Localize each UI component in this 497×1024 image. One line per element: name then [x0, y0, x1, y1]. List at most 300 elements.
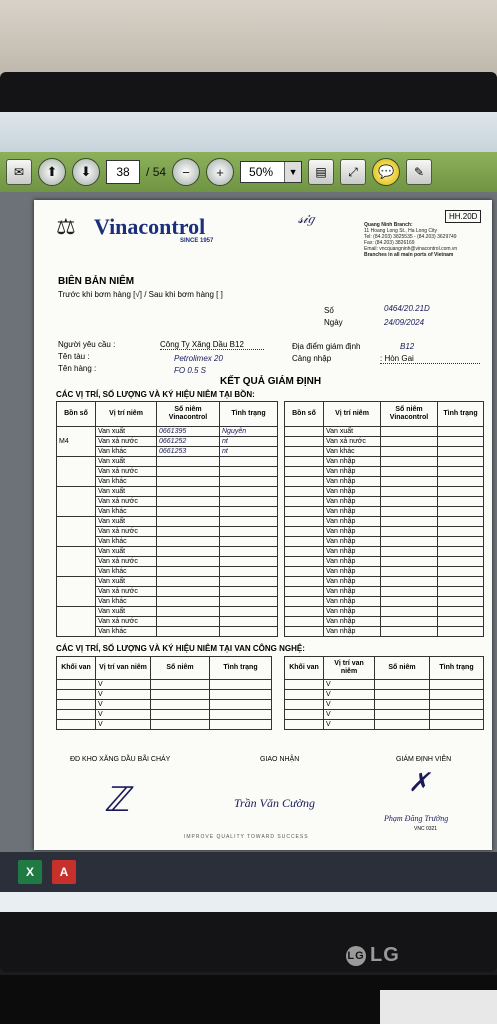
signature-mid: Trần Văn Cường	[234, 796, 315, 810]
seal-number	[157, 627, 220, 637]
seal-number	[381, 607, 438, 617]
valve-block	[285, 700, 324, 710]
valve-position: Van nhập	[324, 537, 381, 547]
seal-status	[220, 467, 278, 477]
valve-position: Van xuất	[96, 487, 157, 497]
fit-width-icon[interactable]: ⤢	[340, 159, 366, 185]
table-row	[57, 710, 272, 720]
seal-number	[157, 457, 220, 467]
seal-number	[375, 680, 430, 690]
seal-status	[438, 577, 484, 587]
valve-block	[285, 720, 324, 730]
valve-position: Van nhập	[324, 497, 381, 507]
table-row	[285, 607, 484, 617]
table-row	[285, 587, 484, 597]
seal-status	[438, 587, 484, 597]
so-value: 0464/20.21D	[384, 304, 430, 313]
table-row	[57, 517, 278, 527]
seal-status	[220, 497, 278, 507]
page-total: / 54	[146, 165, 167, 179]
zoom-in-button[interactable]: +	[206, 158, 234, 186]
table-row	[285, 597, 484, 607]
seal-status	[438, 617, 484, 627]
valve-position: Van xuất	[96, 517, 157, 527]
seal-status	[430, 680, 484, 690]
valve-position: Van xả nước	[96, 527, 157, 537]
seal-status	[220, 557, 278, 567]
seal-status	[438, 517, 484, 527]
table-row	[57, 457, 278, 467]
table-row	[285, 690, 484, 700]
seal-status	[210, 680, 272, 690]
zoom-out-button[interactable]: −	[172, 158, 200, 186]
seal-status: Nguyên	[220, 427, 278, 437]
form-code: HH.20D	[445, 210, 481, 223]
col-soniem: Số niêm Vinacontrol	[157, 402, 220, 427]
valve-position: Van xuất	[96, 607, 157, 617]
table-row	[285, 447, 484, 457]
seal-number	[381, 437, 438, 447]
table-row	[285, 507, 484, 517]
requester-value: Công Ty Xăng Dầu B12	[160, 340, 264, 350]
port-label: Cảng nhập	[292, 354, 332, 363]
seal-status	[220, 507, 278, 517]
seal-number	[151, 720, 210, 730]
seal-status	[438, 627, 484, 637]
valve-position: V	[96, 690, 151, 700]
seal-number	[157, 547, 220, 557]
seal-status	[430, 720, 484, 730]
tank-number	[285, 537, 324, 547]
seal-number	[381, 587, 438, 597]
seal-number	[381, 577, 438, 587]
seal-number	[381, 537, 438, 547]
seal-number	[151, 680, 210, 690]
table-row	[285, 627, 484, 637]
tank-table-right	[284, 401, 484, 637]
excel-icon[interactable]: X	[18, 860, 42, 884]
table-row	[57, 577, 278, 587]
valve-block	[285, 680, 324, 690]
lg-logo: LG LG	[347, 944, 400, 966]
company-motto: IMPROVE QUALITY TOWARD SUCCESS	[184, 834, 309, 840]
table-row	[285, 537, 484, 547]
col-tinhtrang: Tình trạng	[220, 402, 278, 427]
seal-status	[438, 567, 484, 577]
seal-number	[157, 517, 220, 527]
tank-number	[285, 567, 324, 577]
valve-position: Van nhập	[324, 517, 381, 527]
seal-number	[157, 537, 220, 547]
sign-right-label: GIÁM ĐỊNH VIÊN	[396, 756, 452, 763]
sign-icon[interactable]: ✎	[406, 159, 432, 185]
seal-status	[220, 597, 278, 607]
zoom-select[interactable]	[240, 161, 302, 183]
seal-number	[381, 497, 438, 507]
seal-status	[210, 720, 272, 730]
tank-number	[57, 517, 96, 547]
signature-right-mark: ✗	[408, 768, 430, 797]
valve-position: V	[96, 710, 151, 720]
seal-status	[430, 700, 484, 710]
table-row	[285, 467, 484, 477]
seal-status	[220, 477, 278, 487]
tank-number	[285, 577, 324, 587]
pdf-toolbar	[0, 152, 497, 192]
doc-title: BIÊN BẢN NIÊM	[58, 276, 135, 287]
valve-position: Van xuất	[96, 577, 157, 587]
valve-position: Van xuất	[96, 457, 157, 467]
zoom-value: 50%	[249, 165, 274, 179]
seal-status	[438, 507, 484, 517]
seal-number	[375, 720, 430, 730]
seal-number	[157, 567, 220, 577]
valve-block	[57, 720, 96, 730]
seal-status	[220, 527, 278, 537]
seal-status	[438, 487, 484, 497]
tank-number	[285, 437, 324, 447]
seal-status	[220, 487, 278, 497]
valve-position: Van khác	[96, 537, 157, 547]
table-row	[285, 437, 484, 447]
sign-left-label: ĐD KHO XĂNG DẦU BÃI CHÁY	[70, 756, 171, 763]
before-after-checkbox-text: Trước khi bơm hàng [√] / Sau khi bơm hàng [ ]	[58, 290, 223, 299]
col-bon: Bồn số	[57, 402, 96, 427]
requester-label: Người yêu cầu :	[58, 340, 116, 349]
valve-block	[57, 690, 96, 700]
seal-number	[381, 517, 438, 527]
col-khoi: Khối van	[285, 657, 324, 680]
valve-position: V	[324, 710, 375, 720]
seal-number	[381, 547, 438, 557]
table-row	[57, 427, 278, 437]
valve-position: V	[324, 720, 375, 730]
col-soniem: Số niêm Vinacontrol	[381, 402, 438, 427]
valve-position: Van nhập	[324, 547, 381, 557]
valve-position: Van khác	[96, 597, 157, 607]
valve-position: Van nhập	[324, 587, 381, 597]
valve-position: Van xả nước	[96, 587, 157, 597]
table-row	[285, 617, 484, 627]
tank-number	[285, 557, 324, 567]
seal-number	[381, 447, 438, 457]
seal-status	[210, 710, 272, 720]
tank-number: M4	[57, 427, 96, 457]
table-row	[285, 700, 484, 710]
tank-number	[285, 497, 324, 507]
tank-number	[57, 607, 96, 637]
section1-title: CÁC VỊ TRÍ, SỐ LƯỢNG VÀ KÝ HIỆU NIÊM TẠI BỒN:	[56, 390, 255, 399]
table-row	[285, 680, 484, 690]
seal-number	[151, 700, 210, 710]
table-row	[285, 720, 484, 730]
valve-position: V	[96, 680, 151, 690]
seal-status	[438, 537, 484, 547]
window-title-area	[0, 112, 497, 152]
seal-status	[220, 517, 278, 527]
valve-position: Van nhập	[324, 467, 381, 477]
seal-status	[220, 537, 278, 547]
ship-label: Tên tàu :	[58, 352, 90, 361]
col-soniem: Số niêm	[151, 657, 210, 680]
seal-status	[438, 527, 484, 537]
tank-number	[285, 587, 324, 597]
seal-status	[220, 457, 278, 467]
valve-position: V	[324, 680, 375, 690]
table-row	[285, 577, 484, 587]
valve-position: Van xả nước	[96, 557, 157, 567]
tank-number	[57, 547, 96, 577]
seal-number	[157, 467, 220, 477]
signature-left: ℤ	[104, 782, 130, 819]
taskbar	[0, 852, 497, 892]
seal-number	[381, 567, 438, 577]
seal-number	[381, 477, 438, 487]
wall-background	[0, 0, 497, 80]
ship-value: Petrolimex 20	[174, 354, 223, 363]
seal-status	[438, 447, 484, 457]
seal-number	[381, 557, 438, 567]
valve-block	[285, 710, 324, 720]
so-label: Số	[324, 306, 334, 315]
seal-number	[157, 527, 220, 537]
seal-status	[430, 690, 484, 700]
valve-position: Van nhập	[324, 487, 381, 497]
seal-status	[220, 567, 278, 577]
seal-status	[220, 577, 278, 587]
scale-icon: ⚖	[56, 214, 76, 239]
col-tinhtrang: Tình trạng	[438, 402, 484, 427]
result-title: KẾT QUẢ GIÁM ĐỊNH	[220, 376, 322, 387]
valve-position: V	[96, 720, 151, 730]
table-row	[57, 720, 272, 730]
seal-status	[438, 547, 484, 557]
document-page	[34, 200, 492, 850]
goods-label: Tên hàng :	[58, 364, 97, 373]
seal-number: 0661253	[157, 447, 220, 457]
seal-status	[438, 467, 484, 477]
seal-status	[438, 457, 484, 467]
valve-block	[57, 700, 96, 710]
valve-position: Van khác	[96, 477, 157, 487]
col-vitri: Vị trí niêm	[96, 402, 157, 427]
section2-title: CÁC VỊ TRÍ, SỐ LƯỢNG VÀ KÝ HIỆU NIÊM TẠI VAN CÔNG NGHỆ:	[56, 644, 305, 653]
table-row	[285, 457, 484, 467]
seal-number	[157, 577, 220, 587]
monitor-screen	[0, 112, 497, 912]
tank-number	[285, 597, 324, 607]
table-row	[57, 690, 272, 700]
valve-position: V	[324, 690, 375, 700]
seal-status	[220, 617, 278, 627]
col-vitri-van: Vị trí van niêm	[324, 657, 375, 680]
branch-info: Quang Ninh Branch: 11 Hoang Long St., Ha Long City Tel: (84.203) 3825535 - (84.203) 3629749 Fax: (84.203) 3826169 Email: vncquangninh@vinacontrol.com.vn Branches in all main ports of Vietnam	[364, 222, 458, 258]
port-value: : Hòn Gai	[380, 354, 480, 364]
col-tinhtrang: Tình trạng	[210, 657, 272, 680]
seal-number	[375, 690, 430, 700]
valve-position: Van khác	[96, 447, 157, 457]
valve-block	[57, 680, 96, 690]
valve-position: Van nhập	[324, 577, 381, 587]
seal-number	[381, 487, 438, 497]
seal-status	[438, 557, 484, 567]
tank-number	[57, 487, 96, 517]
seal-number: 0661395	[157, 427, 220, 437]
seal-number	[381, 457, 438, 467]
seal-status	[210, 690, 272, 700]
table-row	[285, 517, 484, 527]
seal-number	[157, 477, 220, 487]
valve-table-right	[284, 656, 484, 730]
table-row	[285, 710, 484, 720]
valve-position: Van xả nước	[96, 617, 157, 627]
table-row	[57, 700, 272, 710]
since-text: SINCE 1957	[180, 238, 214, 244]
table-row	[285, 567, 484, 577]
goods-value: FO 0.5 S	[174, 366, 207, 375]
seal-status	[210, 700, 272, 710]
valve-position: Van nhập	[324, 627, 381, 637]
valve-position: Van xả nước	[96, 497, 157, 507]
top-signature: 𝓈𝒾𝑔	[298, 210, 315, 226]
seal-status: nt	[220, 447, 278, 457]
table-row	[57, 487, 278, 497]
valve-position: Van khác	[324, 447, 381, 457]
valve-position: Van nhập	[324, 507, 381, 517]
document-area	[0, 192, 497, 852]
col-vitri-van: Vị trí van niêm	[96, 657, 151, 680]
valve-position: Van khác	[96, 567, 157, 577]
seal-number	[381, 427, 438, 437]
valve-position: Van xuất	[96, 547, 157, 557]
envelope-icon[interactable]: ✉	[6, 159, 32, 185]
col-khoi: Khối van	[57, 657, 96, 680]
col-vitri: Vị trí niêm	[324, 402, 381, 427]
monitor-stand	[380, 990, 497, 1024]
seal-number	[381, 617, 438, 627]
tank-number	[285, 477, 324, 487]
signature-right-name: Phạm Đăng Trường	[384, 814, 449, 823]
valve-position: Van xả nước	[96, 437, 157, 447]
seal-number	[381, 627, 438, 637]
valve-block	[285, 690, 324, 700]
fit-page-icon[interactable]: ▤	[308, 159, 334, 185]
table-row	[57, 607, 278, 617]
col-bon: Bồn số	[285, 402, 324, 427]
seal-status: nt	[220, 437, 278, 447]
seal-number	[157, 507, 220, 517]
seal-status	[220, 547, 278, 557]
valve-position: Van xả nước	[324, 437, 381, 447]
seal-status	[438, 607, 484, 617]
tank-number	[57, 577, 96, 607]
seal-status	[438, 437, 484, 447]
table-row	[285, 547, 484, 557]
table-row	[285, 497, 484, 507]
table-row	[285, 527, 484, 537]
seal-number	[157, 607, 220, 617]
valve-position: Van khác	[96, 627, 157, 637]
ngay-label: Ngày	[324, 318, 343, 327]
comment-icon[interactable]: 💬	[372, 158, 400, 186]
seal-status	[438, 497, 484, 507]
prev-page-button[interactable]: ⬆	[38, 158, 66, 186]
tank-number	[285, 427, 324, 437]
seal-number	[157, 617, 220, 627]
seal-number	[157, 597, 220, 607]
valve-position: Van nhập	[324, 557, 381, 567]
tank-number	[285, 457, 324, 467]
valve-position: Van nhập	[324, 607, 381, 617]
seal-number	[157, 557, 220, 567]
place-label: Địa điểm giám định	[292, 342, 361, 351]
valve-block	[57, 710, 96, 720]
valve-position: Van nhập	[324, 477, 381, 487]
valve-position: Van nhập	[324, 527, 381, 537]
seal-status	[438, 477, 484, 487]
seal-number	[157, 487, 220, 497]
tank-number	[285, 467, 324, 477]
table-row	[285, 487, 484, 497]
valve-position: Van nhập	[324, 457, 381, 467]
seal-status	[220, 627, 278, 637]
seal-status	[220, 607, 278, 617]
tank-number	[285, 507, 324, 517]
seal-status	[220, 587, 278, 597]
seal-status	[430, 710, 484, 720]
valve-position: Van xuất	[96, 427, 157, 437]
chevron-down-icon: ▼	[284, 162, 301, 182]
seal-number	[381, 507, 438, 517]
tank-number	[285, 547, 324, 557]
tank-number	[285, 447, 324, 457]
next-page-button[interactable]: ⬇	[72, 158, 100, 186]
table-row	[57, 680, 272, 690]
table-row	[285, 477, 484, 487]
sign-mid-label: GIAO NHẬN	[260, 756, 300, 763]
table-row	[285, 427, 484, 437]
valve-position: Van nhập	[324, 567, 381, 577]
col-soniem: Số niêm	[375, 657, 430, 680]
table-row	[57, 547, 278, 557]
valve-table-left	[56, 656, 272, 730]
inspector-code: VNC 0321	[414, 826, 438, 832]
ngay-value: 24/09/2024	[384, 318, 425, 327]
valve-position: V	[96, 700, 151, 710]
seal-number	[381, 597, 438, 607]
seal-number	[381, 527, 438, 537]
tank-number	[285, 617, 324, 627]
tank-number	[285, 527, 324, 537]
vinacontrol-logo: ⚖ Vinacontrol	[56, 214, 206, 239]
seal-number	[375, 710, 430, 720]
tank-number	[57, 457, 96, 487]
valve-position: Van nhập	[324, 597, 381, 607]
pdf-reader-icon[interactable]: A	[52, 860, 76, 884]
tank-table-left	[56, 401, 278, 637]
valve-position: V	[324, 700, 375, 710]
valve-position: Van xuất	[324, 427, 381, 437]
table-row	[285, 557, 484, 567]
valve-position: Van xả nước	[96, 467, 157, 477]
seal-number	[381, 467, 438, 477]
tank-number	[285, 517, 324, 527]
seal-number	[157, 497, 220, 507]
col-tinhtrang: Tình trạng	[430, 657, 484, 680]
page-number-input[interactable]: 38	[106, 160, 140, 184]
tank-number	[285, 627, 324, 637]
seal-number: 0661252	[157, 437, 220, 447]
